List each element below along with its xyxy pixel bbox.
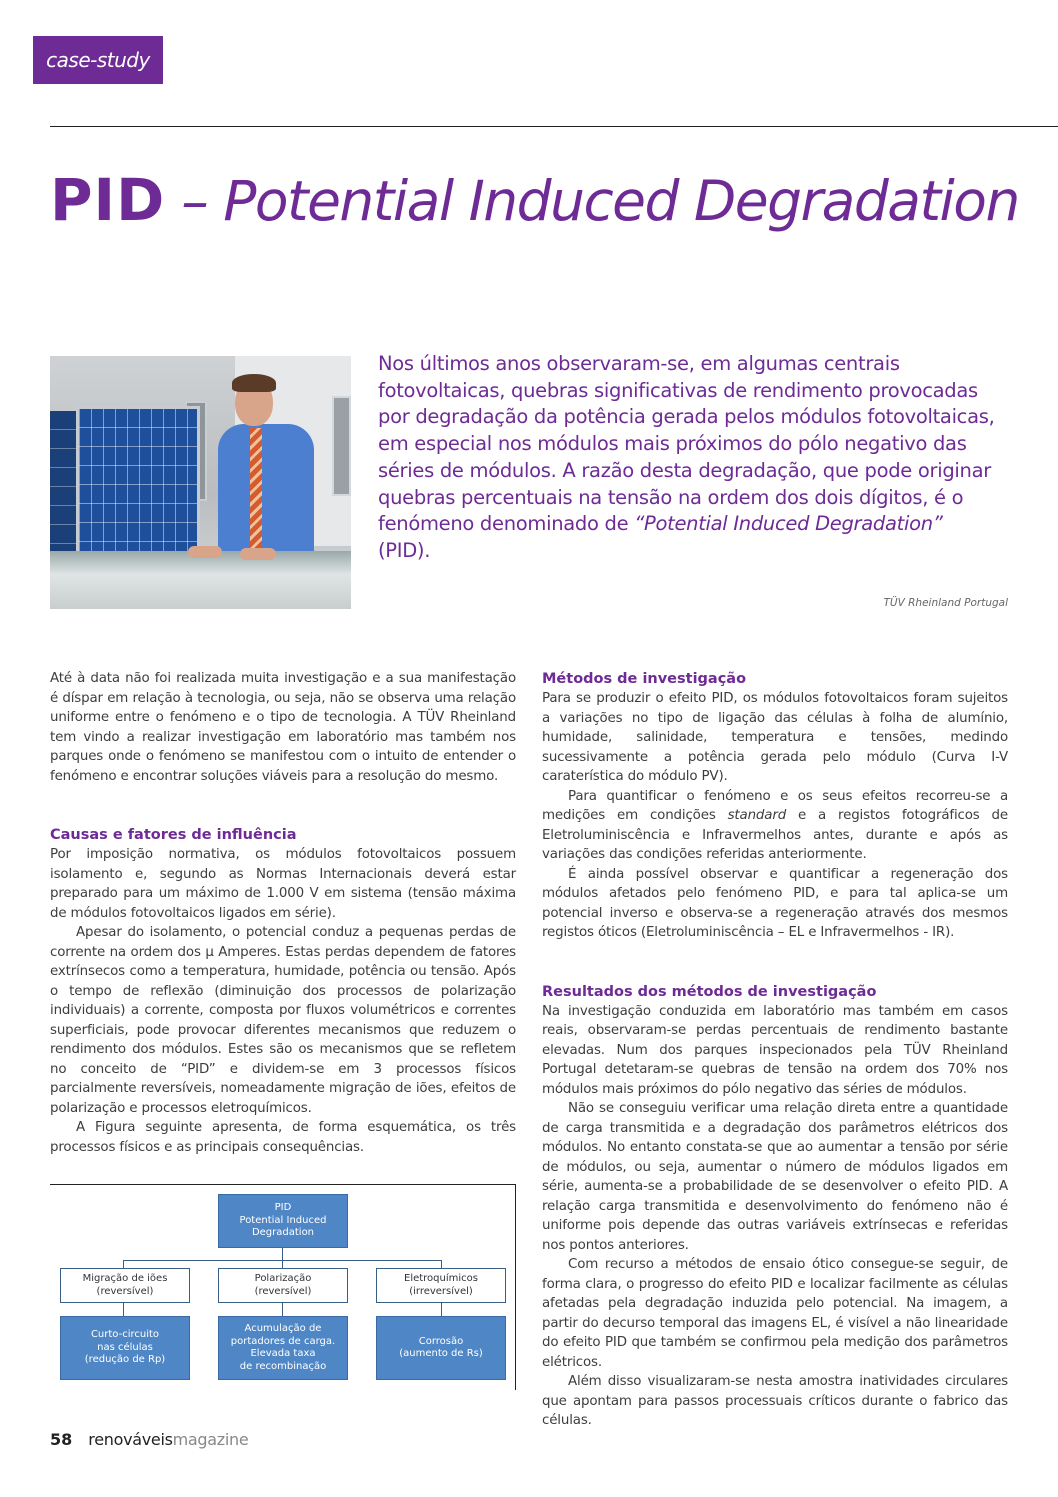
article-title <box>50 160 1019 241</box>
lead-paragraph <box>378 351 998 565</box>
page-footer <box>50 1430 248 1449</box>
diagram-root-box: PID Potential Induced Degradation <box>218 1194 348 1248</box>
body-paragraph: Com recurso a métodos de ensaio ótico consegue-se seguir, de forma clara, o progresso do efeito PID e localizar facilmente as células afetadas pela degradação induzida pelo potencial. Na imagem, a partir do decurso temporal das imagens EL, é visível a não linearidade do efeito PID que também se confirmou pela medição dos parâmetros elétricos. <box>542 1257 1008 1370</box>
section-tag: case-study <box>33 36 163 84</box>
header-divider <box>50 126 1058 127</box>
body-paragraph: Além disso visualizaram-se nesta amostra inatividades circulares que apontam para passos processuais críticos durante o fabrico das células. <box>542 1374 1008 1428</box>
diagram-frame <box>50 1184 516 1185</box>
magazine-name: renováveis <box>88 1430 173 1449</box>
photo-door <box>332 396 351 496</box>
diagram-connector <box>123 1303 124 1316</box>
solar-panel <box>50 411 76 556</box>
person-shirt <box>218 424 314 559</box>
diagram-connector <box>441 1303 442 1316</box>
diagram-connector <box>441 1260 442 1268</box>
diagram-connector <box>282 1248 283 1260</box>
title-acronym: PID <box>50 166 166 234</box>
magazine-name-suffix: magazine <box>172 1430 249 1449</box>
body-paragraph: Não se conseguiu verificar uma relação direta entre a quantidade de carga transmitida e a degradação dos parâmetros elétricos dos módulos. No entanto constata-se que ao aumentar a tensão por série de módulos, ou seja, aumentar o número de módulos ligados em série, aumenta-se a probabilidade de se desenvolver o efeito PID. A relação carga transmitida e desenvolvimento do fenómeno não é uniforme pois depende das outras variáveis extrínsecas e referidas nos pontos anteriores. <box>542 1101 1008 1253</box>
person-hair <box>232 374 276 392</box>
diagram-branch-polarization: Polarização (reversível) <box>218 1268 348 1303</box>
author-credit: TÜV Rheinland Portugal <box>883 597 1008 609</box>
page-number: 58 <box>50 1430 73 1449</box>
diagram-effect-carrier-accumulation: Acumulação de portadores de carga. Elevada taxa de recombinação <box>218 1316 348 1380</box>
article-photo <box>50 356 351 609</box>
lead-text-end: (PID). <box>378 538 431 562</box>
diagram-effect-short-circuit: Curto-circuito nas células (redução de Rp) <box>60 1316 190 1380</box>
diagram-effect-corrosion: Corrosão (aumento de Rs) <box>376 1316 506 1380</box>
body-paragraph: Apesar do isolamento, o potencial conduz a pequenas perdas de corrente na ordem dos µ Amperes. Estas perdas dependem de fatores extrínsecos como a temperatura, humidade, potência ou tensão. Após o tempo de reflexão (diminuição dos processos de polarização individuais) a corrente, composta por fluxos volumétricos e correntes superficiais, pode provocar diferentes mecanismos que reduzem o rendimento dos módulos. Estes são os mecanismos que se refletem no conceito de “PID” e dividem-se em 3 processos físicos parcialmente reversíveis, nomeadamente migração de iões, efeitos de polarização e processos eletroquímicos. <box>50 925 516 1116</box>
diagram-frame <box>515 1184 516 1390</box>
right-column <box>542 669 1008 1431</box>
intro-paragraph: Até à data não foi realizada muita investigação e a sua manifestação é díspar em relação à tecnologia, ou seja, não se observa uma relação uniforme entre o fenómeno e o tipo de tecnologia. A TÜV Rheinland tem vindo a realizar investigação em laboratório mas também nos parques onde o fenómeno se manifestou com o intuito de entender o fenómeno e encontrar soluções viáveis para a resolução do mesmo. <box>50 671 516 784</box>
person-hand <box>188 546 222 558</box>
lead-text: Nos últimos anos observaram-se, em algumas centrais fotovoltaicas, quebras significativas de rendimento provocadas por degradação da potência gerada pelos módulos fotovoltaicas, em especial nos módulos mais próximos do pólo negativo das séries de módulos. A razão desta degradação, que pode originar quebras percentuais na tensão na ordem dos dois dígitos, é o fenómeno denominado de <box>378 352 995 536</box>
left-column <box>50 669 516 1157</box>
section-heading: Resultados dos métodos de investigação <box>542 983 877 1000</box>
body-paragraph: A Figura seguinte apresenta, de forma esquemática, os três processos físicos e as principais consequências. <box>50 1120 516 1155</box>
diagram-connector <box>123 1260 124 1268</box>
person-tie <box>250 428 262 548</box>
section-heading: Causas e fatores de influência <box>50 827 297 843</box>
person-hand <box>240 548 276 560</box>
pid-process-diagram <box>50 1184 516 1390</box>
solar-panel <box>76 406 200 556</box>
body-paragraph: Por imposição normativa, os módulos fotovoltaicos possuem isolamento e, segundo as Normas Internacionais deverá estar preparado para um máximo de 1.000 V em sistema (tensão máxima de módulos fotovoltaicos ligados em série). <box>50 847 516 921</box>
body-paragraph: Na investigação conduzida em laboratório mas também em casos reais, observaram-se perdas percentuais de rendimento bastante elevadas. Num dos parques inspecionados pela TÜV Rheinland Portugal detetaram-se quebras de tensão na ordem dos 70% nos módulos mais próximos do pólo negativo das séries de módulos. <box>542 1003 1008 1097</box>
diagram-branch-electrochemical: Eletroquímicos (irreversível) <box>376 1268 506 1303</box>
body-paragraph: É ainda possível observar e quantificar a regeneração dos módulos afetados pelo fenómeno PID, e para tal aplica-se um potencial inverso e observa-se a regeneração através dos mesmos registos óticos (Eletroluminiscência – EL e Infravermelhos - IR). <box>542 866 1008 940</box>
glass-table <box>50 551 351 609</box>
body-paragraph: Para se produzir o efeito PID, os módulos fotovoltaicos foram sujeitos a variações no tipo de ligação das células à folha de alumínio, humidade, salinidade, temperatura e tensões, medindo sucessivamente a potência gerada pelo módulo (Curva I-V caraterística do módulo PV). <box>542 691 1008 784</box>
diagram-connector <box>282 1260 283 1268</box>
section-heading: Métodos de investigação <box>542 671 747 687</box>
body-paragraph: Para quantificar o fenómeno e os seus efeitos recorreu-se a medições em condições standard e a registos fotográficos de Eletroluminiscência e Infravermelhos antes, durante e após as variações das condições referidas anteriormente. <box>542 788 1008 862</box>
title-expansion: – Potential Induced Degradation <box>165 169 1019 233</box>
lead-italic-term: “Potential Induced Degradation” <box>634 512 943 536</box>
diagram-connector <box>282 1303 283 1316</box>
diagram-branch-ion-migration: Migração de iões (reversível) <box>60 1268 190 1303</box>
